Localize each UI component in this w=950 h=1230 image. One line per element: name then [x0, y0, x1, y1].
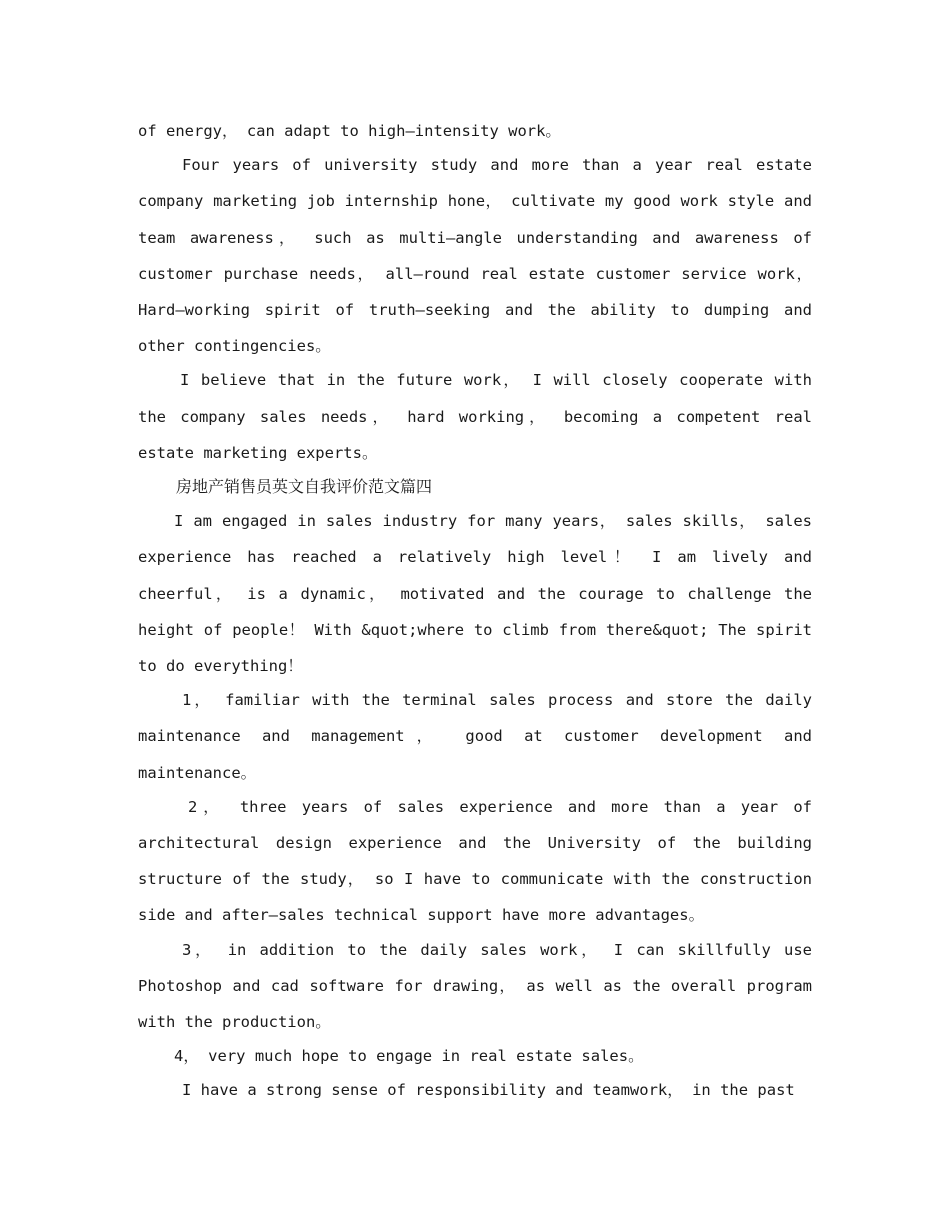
paragraph-university-study: Four years of university study and more than a year real estate company marketing job internship hone， cultivate my good work style and team awareness， such as multi—angle understanding and awareness of customer purchase needs， all—round real estate customer service work，Hard—working spirit of truth—seeking and the ability to dumping and other contingencies。 — [138, 156, 812, 356]
list-item-2: 2， three years of sales experience and more than a year of architectural design experience and the University of the building structure of the study， so I have to communicate with the construction side and after—sales technical support have more advantages。 — [138, 797, 812, 925]
list-item-3: 3， in addition to the daily sales work， I can skillfully use Photoshop and cad software for drawing， as well as the overall program with the production。 — [138, 940, 812, 1032]
paragraph-continuation: of energy， can adapt to high—intensity work。 — [138, 122, 561, 140]
document-body — [138, 113, 812, 1107]
section-heading: 房地产销售员英文自我评价范文篇四 — [176, 477, 433, 497]
list-item-1: 1， familiar with the terminal sales process and store the daily maintenance and management， good at customer development and maintenance。 — [138, 691, 812, 782]
paragraph-future-work: I believe that in the future work， I will closely cooperate with the company sales needs， hard working， becoming a competent real estate marketing experts。 — [138, 371, 812, 462]
list-item-4: 4， very much hope to engage in real estate sales。 — [174, 1047, 644, 1066]
paragraph-sales-industry: I am engaged in sales industry for many years， sales skills， sales experience has reached a relatively high level！ I am lively and cheerful， is a dynamic， motivated and the courage to challenge the height of people！ With &quot;where to climb from there&quot; The spirit to do everything！ — [138, 512, 812, 676]
paragraph-responsibility: I have a strong sense of responsibility and teamwork， in the past — [182, 1081, 795, 1100]
